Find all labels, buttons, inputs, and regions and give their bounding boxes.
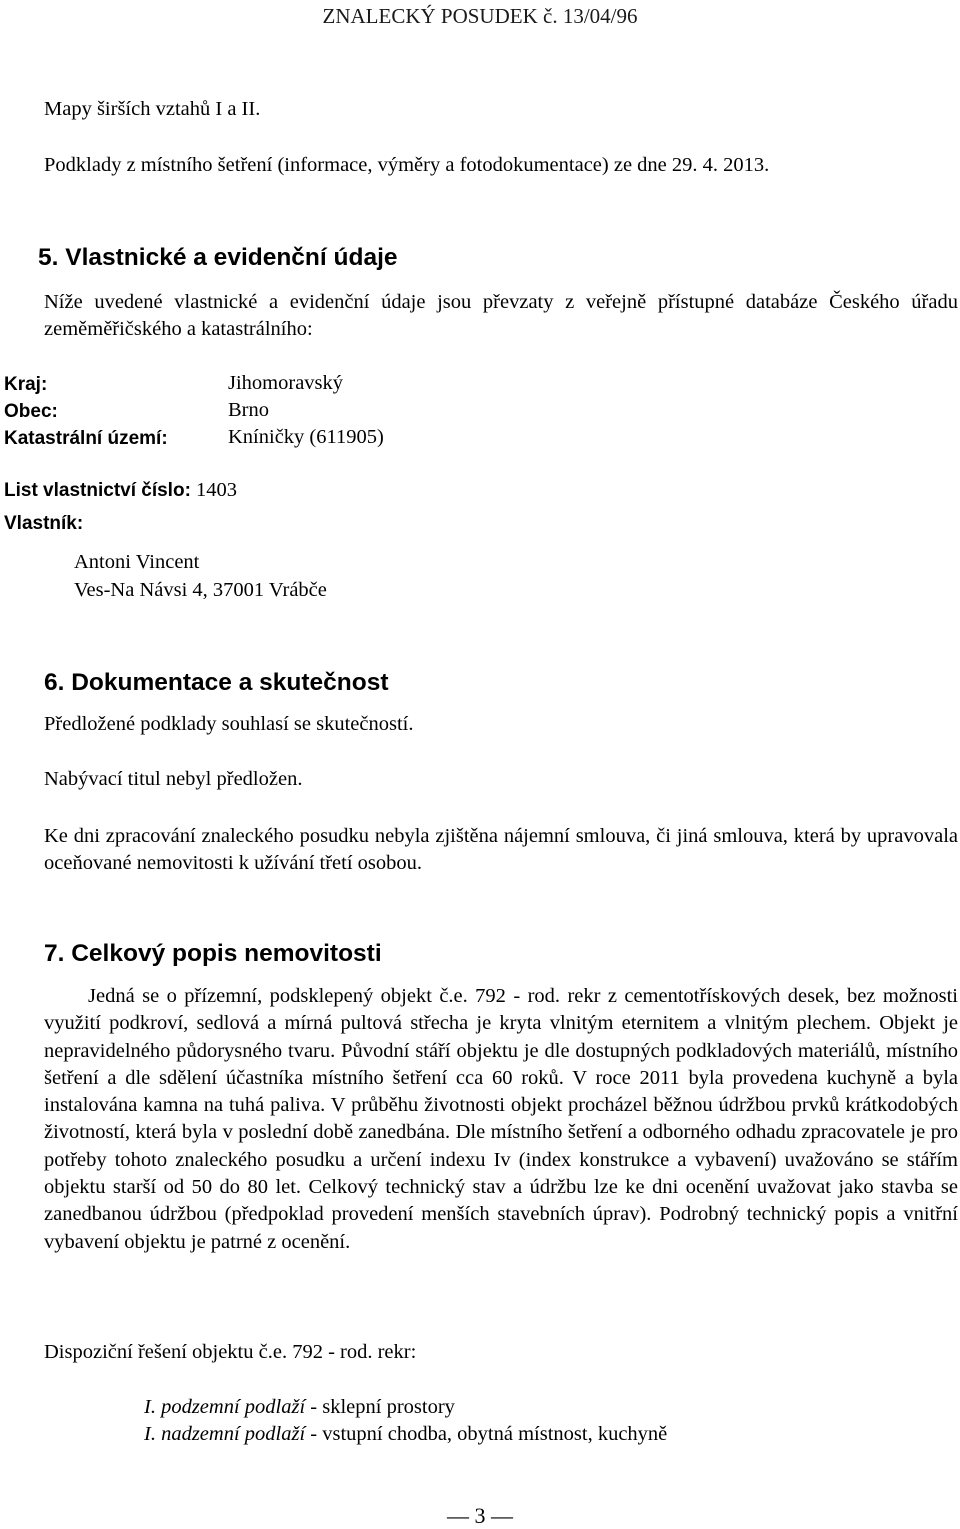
floor-description: - sklepní prostory	[305, 1396, 455, 1418]
floor-item-ground	[144, 1423, 667, 1446]
field-label-katastralni-uzemi: Katastrální území:	[4, 428, 168, 449]
section-7-description: Jedná se o přízemní, podsklepený objekt č.e. 792 - rod. rekr z cementotřískových desek, bez možnosti využití podkroví, sedlová a mírná pultová střecha je kryta vlnitým eternitem a vlnitým plechem. Objekt je nepravidelného půdorysného tvaru. Původní stáří objektu je dle dostupných podkladových materiálů, místního šetření a dle sdělení účastníka místního šetření cca 60 roků. V roce 2011 byla provedena kuchyně a byla instalována kamna na tuhá paliva. V průběhu životnosti objekt procházel běžnou údržbou prvků krátkodobých životností, která byla v poslední době zanedbána. Dle místního šetření a odborného odhadu zpracovatele je pro potřeby tohoto znaleckého posudku a určení indexu Iv (index konstrukce a vybavení) uvažováno se stářím objektu starší od 50 do 80 let. Celkový technický stav a údržbu lze ke dni ocenění uvažovat jako stavba se zanedbanou údržbou (předpoklad provedení menších stavebních úprav). Podrobný technický popis a vnitřní vybavení objektu je patrné z ocenění.	[44, 985, 958, 1253]
owner-address: Ves-Na Návsi 4, 37001 Vrábče	[74, 579, 327, 601]
field-value-obec: Brno	[228, 399, 269, 421]
floor-description: - vstupní chodba, obytná místnost, kuchyně	[305, 1423, 668, 1445]
section-6-paragraph-3: Ke dni zpracování znaleckého posudku nebyla zjištěna nájemní smlouva, či jiná smlouva, která by upravovala oceňované nemovitosti k užívání třetí osobou.	[44, 825, 958, 875]
page-number: — 3 —	[447, 1503, 513, 1528]
ownership-sheet-number: 1403	[196, 479, 238, 501]
section-6-heading: 6. Dokumentace a skutečnost	[44, 669, 389, 696]
disposition-label: Dispoziční řešení objektu č.e. 792 - rod. rekr:	[44, 1341, 417, 1363]
field-value-katastralni-uzemi: Kníničky (611905)	[228, 426, 384, 448]
intro-line-maps: Mapy širších vztahů I a II.	[44, 98, 261, 120]
field-label-obec: Obec:	[4, 401, 58, 422]
section-5-heading: 5. Vlastnické a evidenční údaje	[38, 244, 398, 271]
field-value-kraj: Jihomoravský	[228, 372, 344, 394]
section-7-heading: 7. Celkový popis nemovitosti	[44, 940, 382, 967]
floor-name: I. podzemní podlaží	[144, 1396, 306, 1418]
ownership-sheet-label: List vlastnictví číslo:	[4, 480, 191, 501]
floor-item-basement	[144, 1396, 455, 1419]
field-label-kraj: Kraj:	[4, 374, 48, 395]
intro-line-sources: Podklady z místního šetření (informace, výměry a fotodokumentace) ze dne 29. 4. 2013.	[44, 154, 770, 176]
section-6-paragraph-1: Předložené podklady souhlasí se skutečností.	[44, 713, 414, 735]
section-6-paragraph-2: Nabývací titul nebyl předložen.	[44, 768, 303, 790]
ownership-sheet	[4, 479, 237, 502]
section-5-intro: Níže uvedené vlastnické a evidenční údaje jsou převzaty z veřejně přístupné databáze Českého úřadu zeměměřičského a katastrálního:	[44, 291, 958, 341]
owner-name: Antoni Vincent	[74, 551, 200, 573]
floor-name: I. nadzemní podlaží	[144, 1423, 306, 1445]
owner-label: Vlastník:	[4, 513, 84, 534]
document-header: ZNALECKÝ POSUDEK č. 13/04/96	[322, 4, 638, 28]
